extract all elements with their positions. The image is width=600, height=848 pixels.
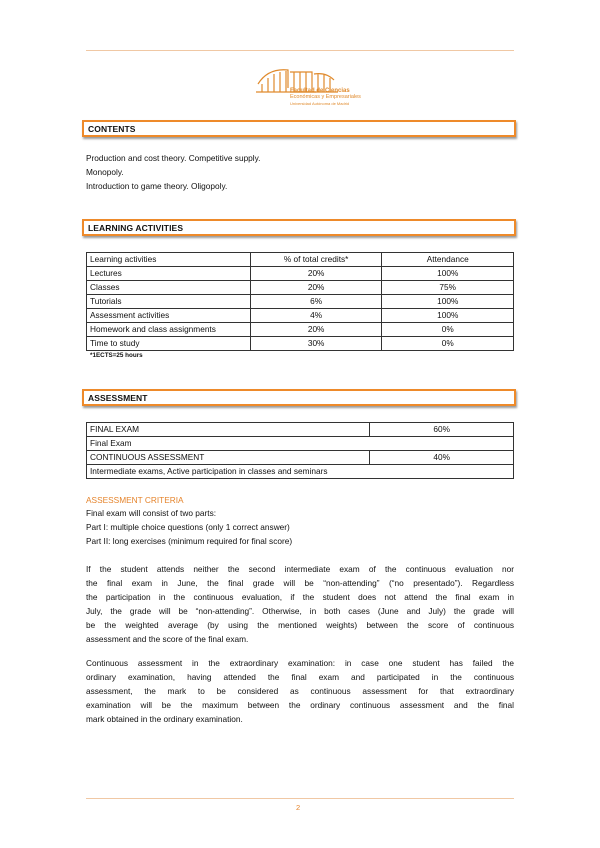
final-exam-description: Final Exam: [87, 437, 514, 451]
learning-section-header: [82, 219, 516, 236]
table-row: [87, 337, 514, 351]
criteria-paragraph-2: [86, 656, 514, 726]
paragraph-line: the final exam in June, the final grade will be “non-attending” (“no presentado”). Regardless: [86, 578, 514, 588]
table-row: [87, 423, 514, 437]
learning-title: LEARNING ACTIVITIES: [88, 223, 184, 233]
contents-item: Production and cost theory. Competitive supply.: [86, 153, 261, 163]
activity-cell: Tutorials: [87, 295, 251, 309]
contents-item: Introduction to game theory. Oligopoly.: [86, 181, 228, 191]
attendance-cell: 100%: [382, 295, 514, 309]
learning-activities-table: [86, 252, 514, 351]
final-exam-weight: 60%: [370, 423, 514, 437]
credits-cell: 20%: [250, 267, 382, 281]
logo-line-1: Facultad de Ciencias: [290, 88, 350, 94]
credits-cell: 30%: [250, 337, 382, 351]
table-row: [87, 309, 514, 323]
contents-title: CONTENTS: [88, 124, 136, 134]
attendance-cell: 0%: [382, 337, 514, 351]
paragraph-line: examination will be the maximum between the ordinary continuous assessment and the final: [86, 700, 514, 710]
header-cell: % of total credits*: [250, 253, 382, 267]
paragraph-line: the participation in the continuous evaluation, if the student does not attend the final exam in: [86, 592, 514, 602]
credits-cell: 6%: [250, 295, 382, 309]
paragraph-line: assessment and the score of the final exam.: [86, 634, 249, 644]
header-cell: Learning activities: [87, 253, 251, 267]
ects-note: *1ECTS=25 hours: [90, 352, 143, 359]
credits-cell: 4%: [250, 309, 382, 323]
continuous-assessment-weight: 40%: [370, 451, 514, 465]
activity-cell: Lectures: [87, 267, 251, 281]
page-number: 2: [296, 803, 301, 812]
criteria-line: Final exam will consist of two parts:: [86, 508, 217, 518]
assessment-table: [86, 422, 514, 479]
credits-cell: 20%: [250, 323, 382, 337]
table-row: [87, 295, 514, 309]
attendance-cell: 75%: [382, 281, 514, 295]
activity-cell: Classes: [87, 281, 251, 295]
contents-item: Monopoly.: [86, 167, 124, 177]
table-row: [87, 451, 514, 465]
table-row: [87, 437, 514, 451]
assessment-section-header: [82, 389, 516, 406]
criteria-line: Part I: multiple choice questions (only 1 correct answer): [86, 522, 290, 532]
paragraph-line: Continuous assessment in the extraordinary examination: in case one student has failed the: [86, 658, 514, 668]
table-row: [87, 465, 514, 479]
attendance-cell: 100%: [382, 267, 514, 281]
criteria-line: Part II: long exercises (minimum required for final score): [86, 536, 293, 546]
contents-list: [86, 151, 514, 193]
criteria-lines: [86, 506, 514, 548]
table-header-row: [87, 253, 514, 267]
paragraph-line: ordinary examination, having attended the final exam and participated in the continuous: [86, 672, 514, 682]
assessment-title: ASSESSMENT: [88, 393, 148, 403]
header-cell: Attendance: [382, 253, 514, 267]
activity-cell: Assessment activities: [87, 309, 251, 323]
activity-cell: Time to study: [87, 337, 251, 351]
paragraph-line: assessment, the mark to be considered as continuous assessment for that extraordinary: [86, 686, 514, 696]
continuous-assessment-label: CONTINUOUS ASSESSMENT: [87, 451, 370, 465]
activity-cell: Homework and class assignments: [87, 323, 251, 337]
criteria-title: ASSESSMENT CRITERIA: [86, 495, 184, 505]
footer-rule: [86, 798, 514, 799]
attendance-cell: 100%: [382, 309, 514, 323]
logo-line-2: Económicas y Empresariales: [290, 94, 361, 100]
attendance-cell: 0%: [382, 323, 514, 337]
paragraph-line: mark obtained in the ordinary examination.: [86, 714, 243, 724]
paragraph-line: July, the grade will be “non-attending”. Otherwise, in both cases (June and July) the grade will: [86, 606, 514, 616]
table-row: [87, 323, 514, 337]
table-row: [87, 267, 514, 281]
final-exam-label: FINAL EXAM: [87, 423, 370, 437]
credits-cell: 20%: [250, 281, 382, 295]
table-row: [87, 281, 514, 295]
paragraph-line: be the weighted average (by using the mentioned weights) between the score of continuous: [86, 620, 514, 630]
continuous-assessment-description: Intermediate exams, Active participation in classes and seminars: [87, 465, 514, 479]
logo-line-3: Universidad Autónoma de Madrid: [290, 101, 350, 106]
criteria-paragraph-1: [86, 562, 514, 646]
header-rule: [86, 50, 514, 51]
contents-section-header: [82, 120, 516, 137]
paragraph-line: If the student attends neither the second intermediate exam of the continuous evaluation nor: [86, 564, 514, 574]
